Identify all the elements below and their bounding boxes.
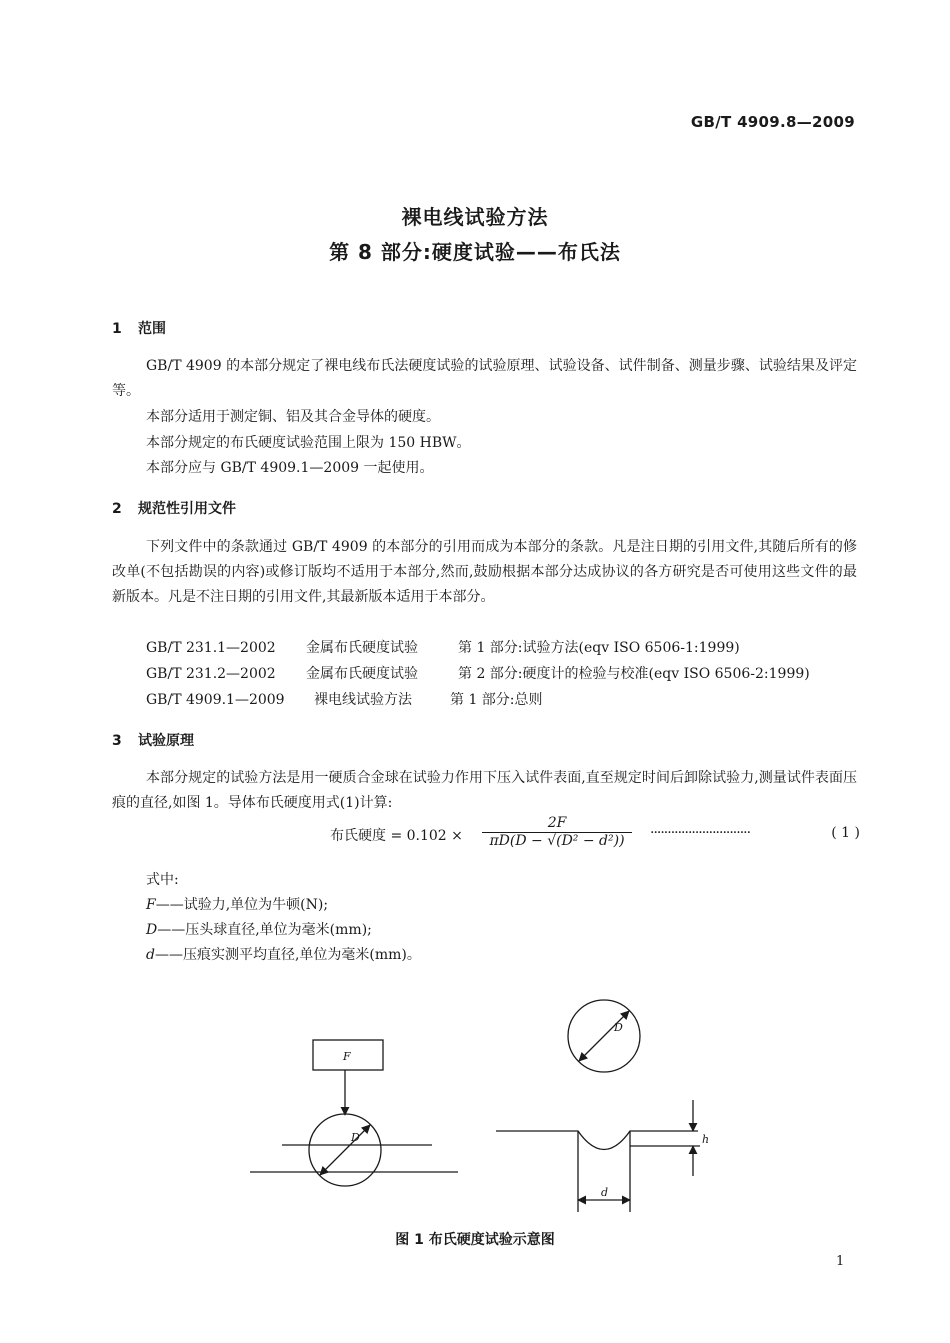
diameter-label: D (614, 1021, 623, 1034)
section-number: 3 (112, 733, 122, 749)
indentation-profile (496, 1131, 698, 1150)
reference-item: GB/T 231.2—2002 金属布氏硬度试验 第 2 部分:硬度计的检验与校准(eqv ISO 6506-2:1999) (146, 666, 810, 682)
variable-definition: D——压头球直径,单位为毫米(mm); (146, 922, 372, 938)
document-subtitle: 第 8 部分:硬度试验——布氏法 (329, 240, 621, 264)
indent-diameter-label: d (601, 1186, 609, 1199)
section-title: 范围 (138, 321, 166, 337)
reference-item: GB/T 231.1—2002 金属布氏硬度试验 第 1 部分:试验方法(eqv ISO 6506-1:1999) (146, 640, 740, 656)
section-1-paragraph-2: 本部分适用于测定铜、铝及其合金导体的硬度。 (146, 409, 440, 425)
section-1-paragraph-3: 本部分规定的布氏硬度试验范围上限为 150 HBW。 (146, 435, 471, 451)
page-number: 1 (836, 1254, 845, 1269)
section-title: 规范性引用文件 (138, 501, 236, 517)
standard-code: GB/T 4909.8—2009 (690, 113, 855, 131)
section-number: 2 (112, 501, 122, 517)
formula-denominator: πD(D − √(D² − d²)) (482, 832, 632, 849)
formula-lhs: 布氏硬度 = 0.102 × (330, 828, 463, 844)
document-title: 裸电线试验方法 (401, 205, 549, 229)
reference-item: GB/T 4909.1—2009 裸电线试验方法 第 1 部分:总则 (146, 692, 543, 708)
section-1-paragraph-1: GB/T 4909 的本部分规定了裸电线布氏法硬度试验的试验原理、试验设备、试件制备、测量步骤、试验结果及评定等。 (112, 358, 857, 399)
section-2-paragraph-1: 下列文件中的条款通过 GB/T 4909 的本部分的引用而成为本部分的条款。凡是注日期的引用文件,其随后所有的修改单(不包括勘误的内容)或修订版均不适用于本部分,然而,鼓励根据本部分达成协议的各方研究是否可使用这些文件的最新版本。凡是不注日期的引用文件,其最新版本适用于本部分。 (112, 539, 857, 605)
diameter-dimension (579, 1011, 629, 1061)
formula-number: ( 1 ) (831, 825, 860, 841)
section-1-paragraph-4: 本部分应与 GB/T 4909.1—2009 一起使用。 (146, 460, 434, 476)
variable-definition: d——压痕实测平均直径,单位为毫米(mm)。 (146, 947, 421, 963)
depth-label: h (702, 1133, 710, 1146)
section-3-paragraph-1: 本部分规定的试验方法是用一硬质合金球在试验力作用下压入试件表面,直至规定时间后卸除试验力,测量试件表面压痕的直径,如图 1。导体布氏硬度用式(1)计算: (112, 770, 857, 811)
force-label: F (343, 1050, 351, 1063)
diameter-dimension (320, 1125, 370, 1175)
formula-numerator: 2F (547, 815, 567, 831)
diameter-label: D (351, 1131, 360, 1144)
where-label: 式中: (146, 872, 179, 888)
section-number: 1 (112, 321, 122, 337)
figure-caption: 图 1 布氏硬度试验示意图 (395, 1232, 555, 1248)
formula-leader: ····························· (650, 825, 751, 841)
section-title: 试验原理 (138, 733, 194, 749)
variable-definition: F——试验力,单位为牛顿(N); (146, 897, 329, 913)
